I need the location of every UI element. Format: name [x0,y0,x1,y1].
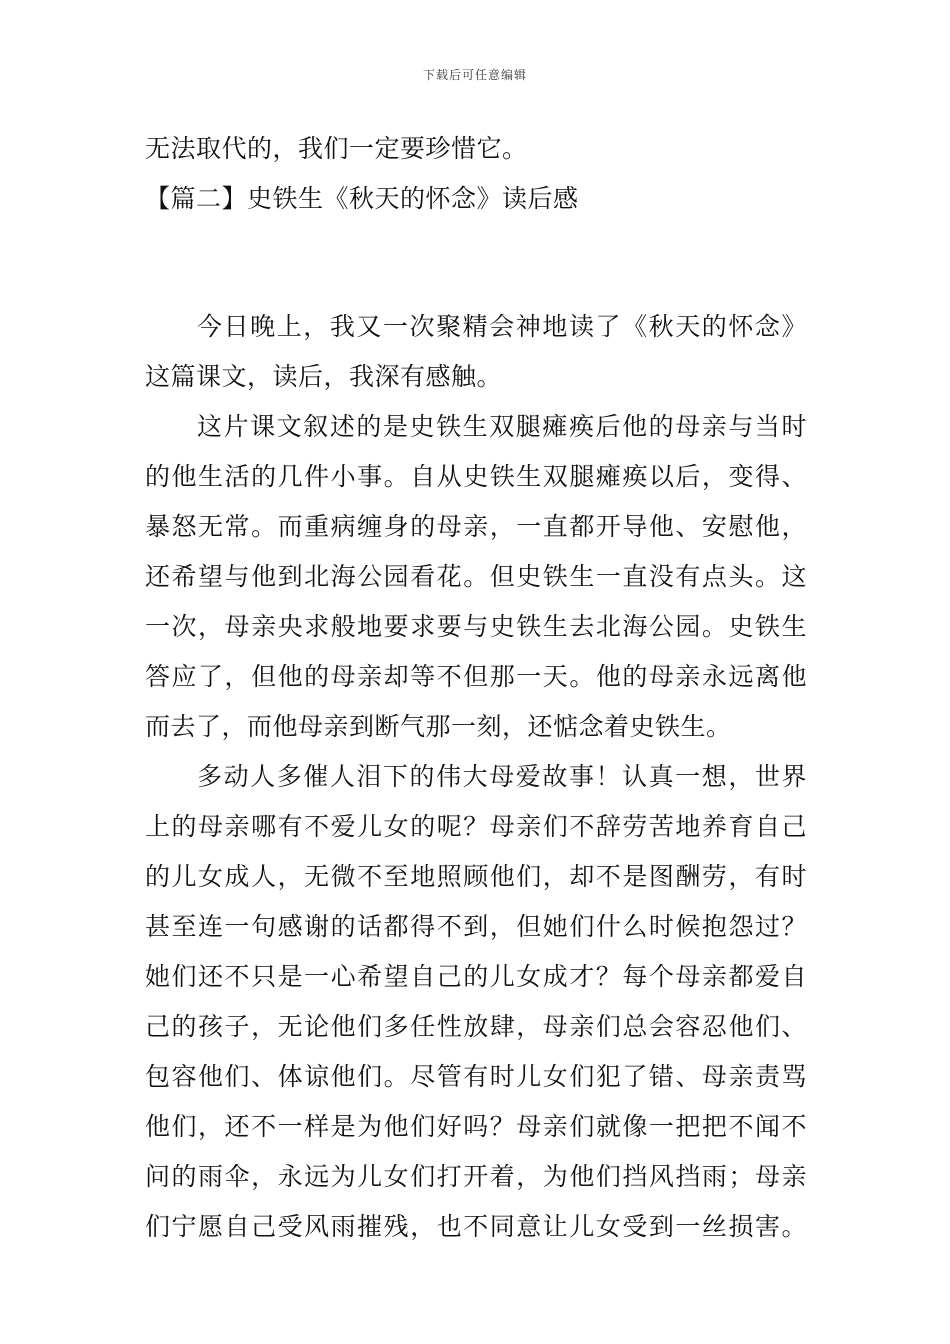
paragraph-line: 这篇课文，读后，我深有感触。 [145,362,503,391]
paragraph-1 [145,302,807,402]
paragraph-line: 今日晚上，我又一次聚精会神地读了《秋天的怀念》 [197,312,807,341]
page-header: 下载后可任意编辑 [422,68,527,82]
paragraph-line: 多动人多催人泪下的伟大母爱故事！认真一想，世界 [197,762,807,791]
document-body [145,124,807,1252]
intro-line: 无法取代的，我们一定要珍惜它。 [145,134,528,163]
paragraph-line: 一次，母亲央求般地要求要与史铁生去北海公园。史铁生 [145,612,807,641]
paragraph-line: 她们还不只是一心希望自己的儿女成才？每个母亲都爱自 [145,962,807,991]
paragraph-line: 的儿女成人，无微不至地照顾他们，却不是图酬劳，有时 [145,862,807,891]
paragraph-3 [145,752,807,1252]
paragraph-line: 他们，还不一样是为他们好吗？母亲们就像一把把不闻不 [145,1112,807,1141]
paragraph-line: 这片课文叙述的是史铁生双腿瘫痪后他的母亲与当时 [197,412,807,441]
section-title: 【篇二】史铁生《秋天的怀念》读后感 [145,184,579,213]
paragraph-line: 包容他们、体谅他们。尽管有时儿女们犯了错、母亲责骂 [145,1062,807,1091]
paragraph-line: 己的孩子，无论他们多任性放肆，母亲们总会容忍他们、 [145,1012,807,1041]
paragraph-line: 暴怒无常。而重病缠身的母亲，一直都开导他、安慰他， [145,512,807,541]
paragraph-line: 们宁愿自己受风雨摧残，也不同意让儿女受到一丝损害。 [145,1212,807,1241]
paragraph-2 [145,402,807,752]
paragraph-line: 上的母亲哪有不爱儿女的呢？母亲们不辞劳苦地养育自己 [145,812,807,841]
blank-line [145,224,807,274]
blank-line [145,274,807,302]
paragraph-line: 问的雨伞，永远为儿女们打开着，为他们挡风挡雨；母亲 [145,1162,807,1191]
paragraph-line: 还希望与他到北海公园看花。但史铁生一直没有点头。这 [145,562,807,591]
paragraph-line: 答应了，但他的母亲却等不但那一天。他的母亲永远离他 [145,662,807,691]
paragraph-line: 的他生活的几件小事。自从史铁生双腿瘫痪以后，变得、 [145,462,807,491]
paragraph-line: 甚至连一句感谢的话都得不到，但她们什么时候抱怨过？ [145,912,807,941]
paragraph-line: 而去了，而他母亲到断气那一刻，还惦念着史铁生。 [145,712,732,741]
